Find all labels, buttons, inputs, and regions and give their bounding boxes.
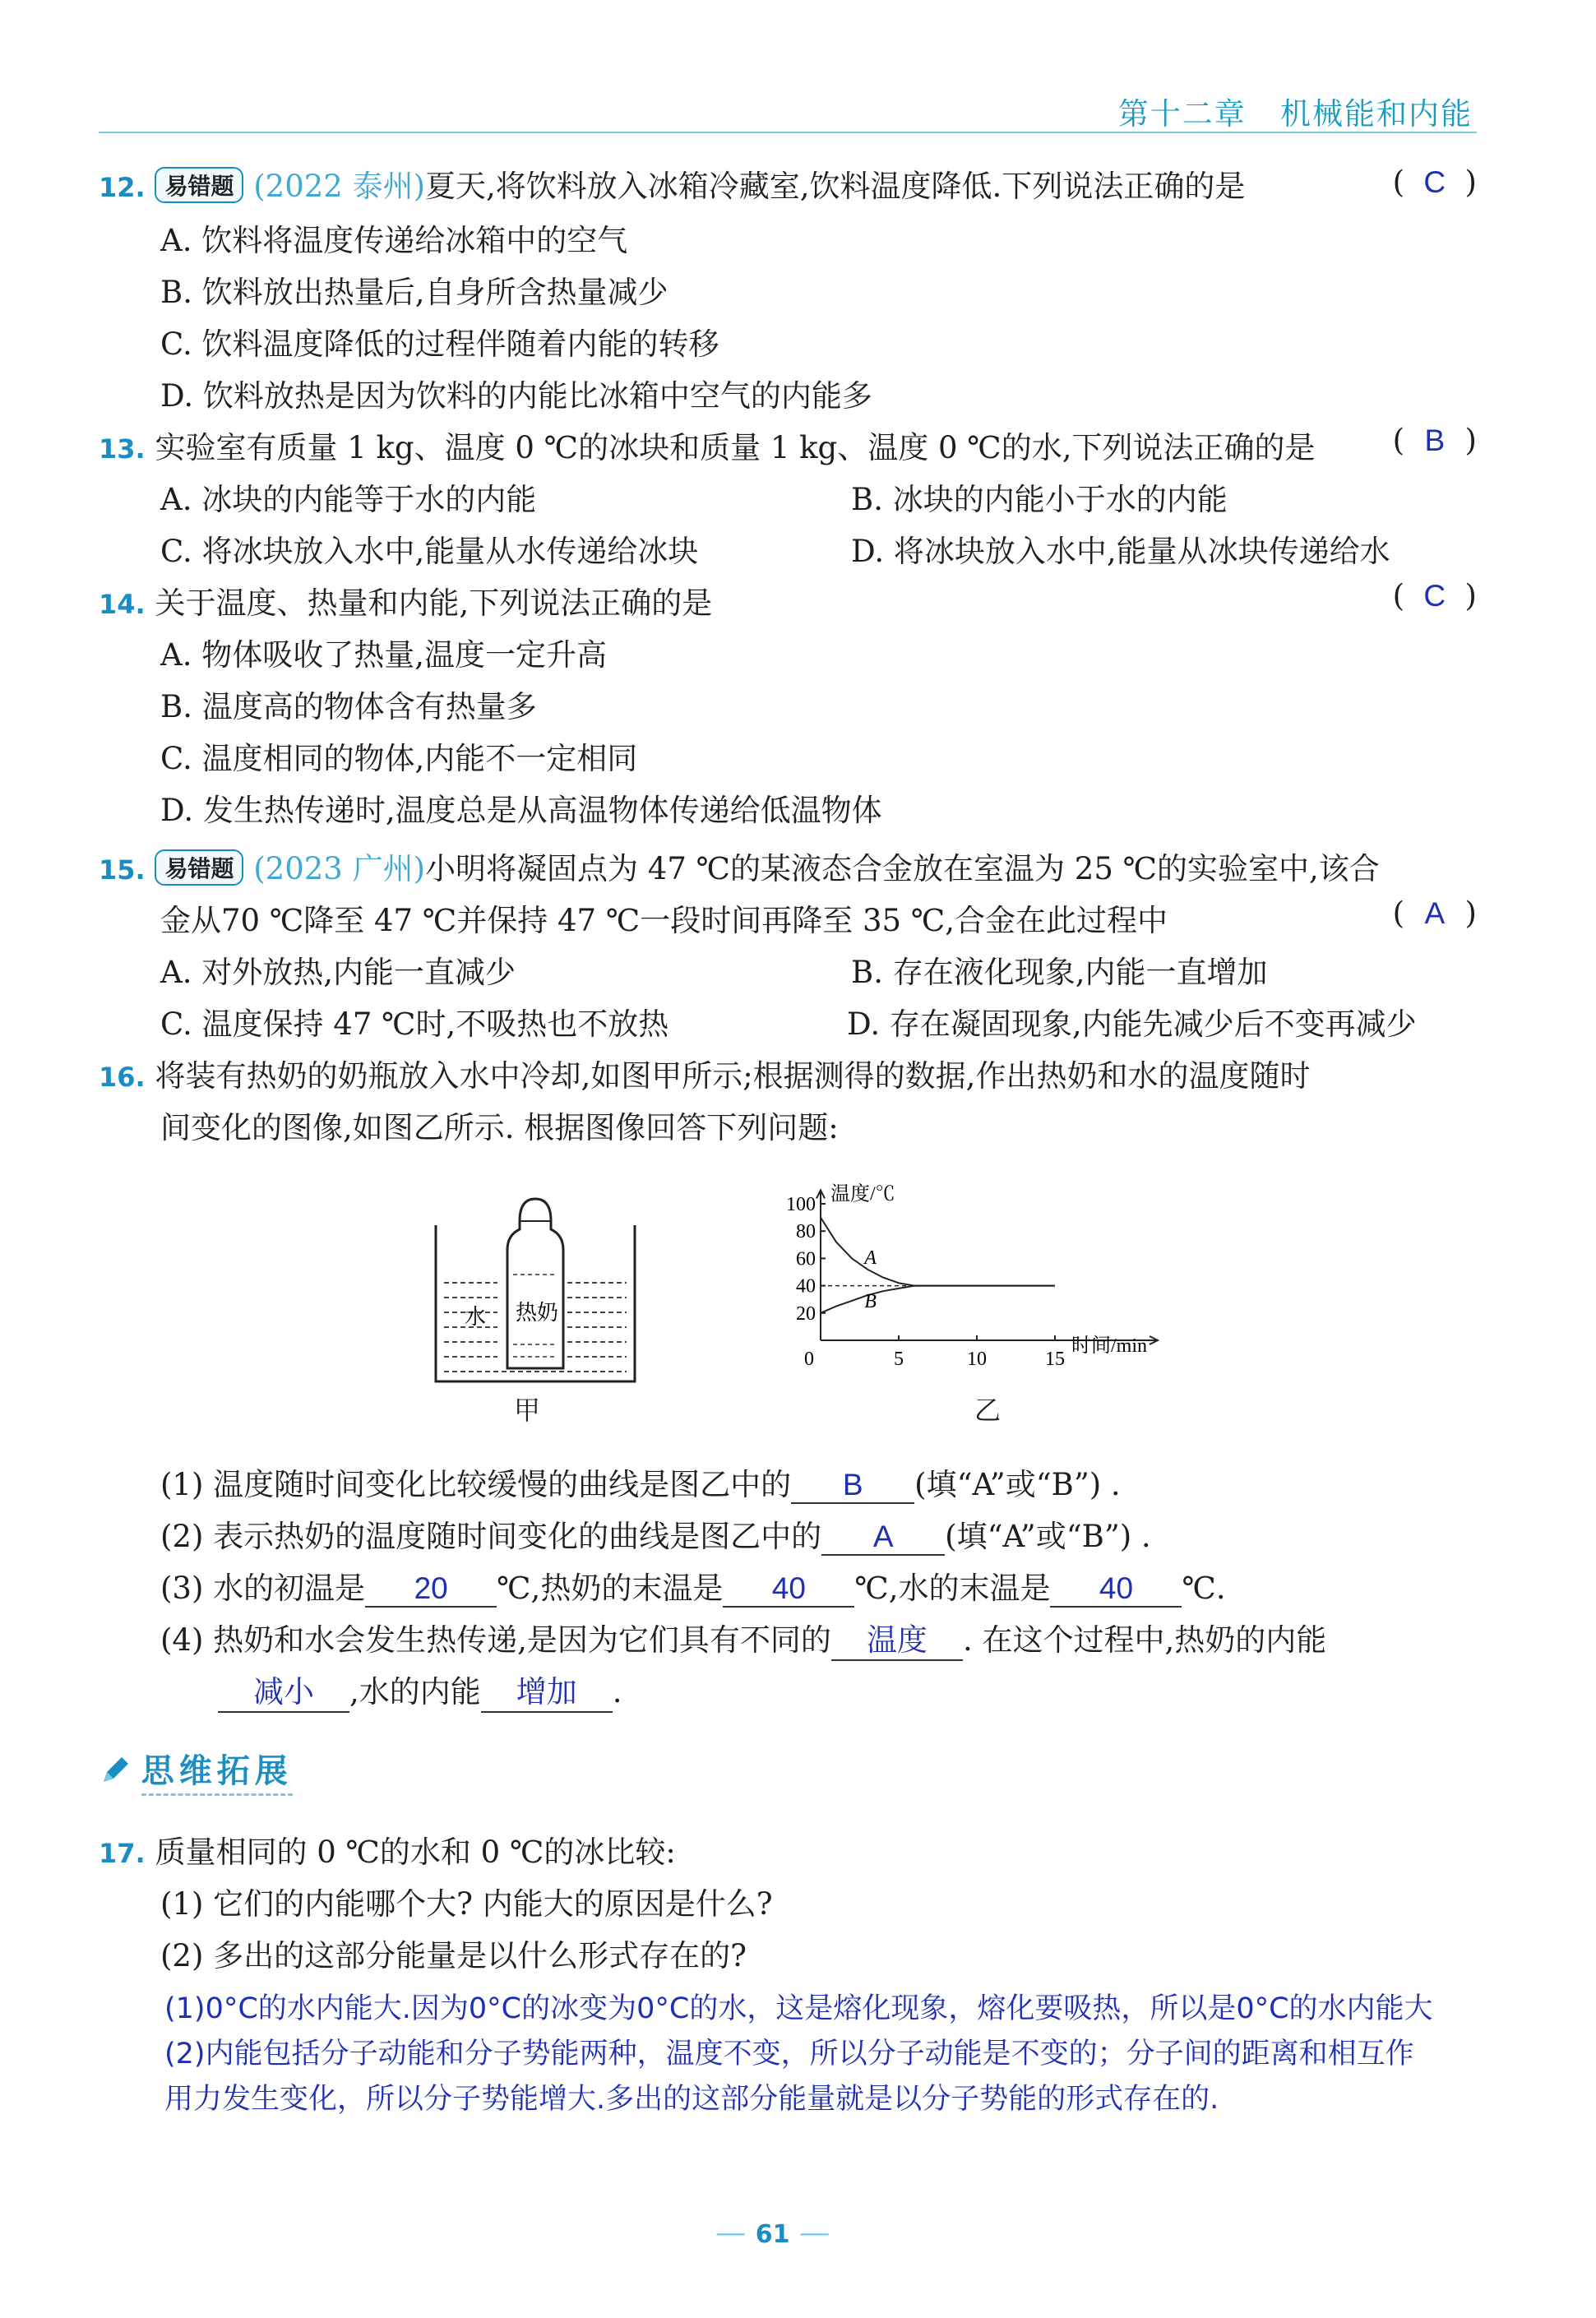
q16-sub4-line1 [160,1615,1326,1661]
series-label-a: A [864,1247,877,1270]
q13-option-a: A. 冰块的内能等于水的内能 [160,482,537,517]
q16-stem-line1 [99,1051,1310,1095]
section-title: 思维拓展 [141,1752,293,1796]
q15-answer-paren: ( A ) [1392,895,1477,931]
q16-sub1 [160,1460,1121,1504]
q17-answer-line2: (2)内能包括分子动能和分子势能两种，温度不变，所以分子动能是不变的；分子间的距离和相互作 [164,2038,1414,2070]
q16-sub1-hint: (填“A”或“B”) . [914,1467,1121,1502]
q12-option-b: B. 饮料放出热量后,自身所含热量减少 [160,275,668,310]
page-number: 61 [755,2220,790,2249]
q17-answer-line3: 用力发生变化，所以分子势能增大.多出的这部分能量就是以分子势能的形式存在的. [164,2083,1219,2116]
chart-series [821,1218,1055,1313]
q16-sub3-answer-1: 20 [365,1571,497,1608]
q16-sub3-text-a: (3) 水的初温是 [160,1571,366,1606]
q16-stem-part1: 将装有热奶的奶瓶放入水中冷却,如图甲所示;根据测得的数据,作出热奶和水的温度随时 [155,1058,1311,1094]
q17-sub1: (1) 它们的内能哪个大? 内能大的原因是什么? [160,1886,773,1922]
q16-sub2-text: (2) 表示热奶的温度随时间变化的曲线是图乙中的 [160,1519,822,1554]
figure-b-temperature-chart [773,1168,1233,1390]
q12-answer: C [1423,165,1446,199]
q16-sub2-answer: A [821,1520,945,1556]
q16-sub1-answer: B [791,1468,914,1504]
water-label: 水 [465,1305,487,1329]
q16-number: 16. [99,1062,146,1093]
q16-sub4-text-a: (4) 热奶和水会发生热传递,是因为它们具有不同的 [160,1622,831,1658]
q16-sub2-hint: (填“A”或“B”) . [945,1519,1151,1554]
q13-option-c: C. 将冰块放入水中,能量从水传递给冰块 [160,534,699,569]
page-footer: — 61 — [715,2214,830,2250]
q14-stem: 关于温度、热量和内能,下列说法正确的是 [155,585,713,621]
q13-option-b: B. 冰块的内能小于水的内能 [851,482,1228,517]
series-curve-b [821,1286,1055,1313]
q14-stem-line [99,578,712,622]
milk-label: 热奶 [516,1301,559,1325]
q17-sub2: (2) 多出的这部分能量是以什么形式存在的? [160,1938,747,1973]
q15-number: 15. [99,854,146,886]
q15-answer: A [1424,896,1446,930]
q13-answer-paren: ( B ) [1392,423,1477,458]
q15-tag-badge: 易错题 [155,849,243,886]
q14-option-c: C. 温度相同的物体,内能不一定相同 [160,741,638,776]
q12-option-d: D. 饮料放热是因为饮料的内能比冰箱中空气的内能多 [160,378,872,414]
y-axis-label: 温度/℃ [830,1183,895,1205]
q15-option-d: D. 存在凝固现象,内能先减少后不变再减少 [847,1006,1417,1042]
q16-sub3-text-b: ℃,热奶的末温是 [497,1571,724,1606]
q14-option-a: A. 物体吸收了热量,温度一定升高 [160,637,608,673]
q17-answer-line1: (1)0°C的水内能大.因为0°C的冰变为0°C的水，这是熔化现象，熔化要吸热，所以是0°C的水内能大 [164,1992,1433,2025]
q13-answer: B [1424,423,1446,457]
q15-option-c: C. 温度保持 47 ℃时,不吸热也不放热 [160,1006,669,1042]
chapter-header [1118,89,1473,133]
q16-sub4-text-c: ,水的内能 [349,1674,481,1710]
q15-stem-line2: 金从70 ℃降至 47 ℃并保持 47 ℃一段时间再降至 35 ℃,合金在此过程中 [160,903,1168,938]
q15-stem-line1 [99,844,1380,888]
q16-sub3-answer-2: 40 [723,1571,854,1608]
q12-answer-paren: ( C ) [1392,164,1477,200]
q16-sub3 [160,1563,1226,1608]
q14-number: 14. [99,589,146,620]
q15-stem-part1: 小明将凝固点为 47 ℃的某液态合金放在室温为 25 ℃的实验室中,该合 [425,851,1380,886]
q13-stem-line [99,423,1315,467]
q13-stem: 实验室有质量 1 kg、温度 0 ℃的冰块和质量 1 kg、温度 0 ℃的水,下列说法正确的是 [155,430,1316,465]
figure-a-caption: 甲 [514,1395,541,1426]
q15-option-b: B. 存在液化现象,内能一直增加 [851,955,1268,990]
series-label-b: B [864,1291,877,1313]
figure-b-caption: 乙 [974,1395,1002,1426]
y-tick-label: 60 [796,1248,816,1270]
q17-number: 17. [99,1838,146,1869]
milk-bottle [507,1199,563,1368]
q12-number: 12. [99,172,146,203]
x-tick-label: 15 [1045,1349,1065,1370]
chapter-title: 机械能和内能 [1280,96,1473,132]
q15-option-a: A. 对外放热,内能一直减少 [160,955,516,990]
q16-stem-line2: 间变化的图像,如图乙所示. 根据图像回答下列问题: [160,1110,839,1145]
q13-number: 13. [99,433,146,465]
q14-option-b: B. 温度高的物体含有热量多 [160,689,537,724]
series-curve-a [821,1218,1055,1286]
q12-option-a: A. 饮料将温度传递给冰箱中的空气 [160,223,628,258]
y-tick-label: 20 [796,1302,816,1325]
section-header [99,1745,293,1792]
y-tick-label: 80 [796,1221,816,1243]
y-tick-label: 100 [786,1194,816,1215]
q12-stem-line [99,161,1245,206]
q16-sub4-answer-2: 减小 [218,1667,349,1713]
q16-sub4-text-b: . 在这个过程中,热奶的内能 [962,1622,1327,1658]
q16-sub4-line2 [218,1667,622,1713]
q17-stem-line [99,1827,676,1872]
q14-answer: C [1423,579,1446,613]
q16-sub4-answer-3: 增加 [481,1667,613,1713]
q14-answer-paren: ( C ) [1392,578,1477,613]
chart-ticks [786,1194,1065,1370]
header-divider [99,132,1477,133]
q15-source: (2023 广州) [253,851,426,886]
q12-stem: 夏天,将饮料放入冰箱冷藏室,饮料温度降低.下列说法正确的是 [425,169,1246,204]
q17-stem: 质量相同的 0 ℃的水和 0 ℃的冰比较: [155,1835,676,1870]
q16-sub3-text-d: ℃. [1182,1571,1226,1606]
chapter-number: 第十二章 [1117,96,1247,132]
q16-sub2 [160,1511,1151,1556]
q13-option-d: D. 将冰块放入水中,能量从冰块传递给水 [851,534,1390,569]
q16-sub3-text-c: ℃,水的末温是 [854,1571,1051,1606]
pencil-icon [99,1754,132,1787]
q16-sub4-answer-1: 温度 [831,1615,963,1661]
q14-option-d: D. 发生热传递时,温度总是从高温物体传递给低温物体 [160,793,882,828]
q12-option-c: C. 饮料温度降低的过程伴随着内能的转移 [160,326,719,362]
x-tick-label: 0 [804,1349,814,1370]
y-tick-label: 40 [796,1275,816,1298]
q16-sub1-text: (1) 温度随时间变化比较缓慢的曲线是图乙中的 [160,1467,792,1502]
x-tick-label: 5 [894,1349,904,1370]
q12-source: (2022 泰州) [253,169,426,204]
q16-sub3-answer-3: 40 [1050,1571,1182,1608]
q12-tag-badge: 易错题 [155,167,243,203]
q16-sub4-text-d: . [612,1674,622,1710]
x-tick-label: 10 [967,1349,987,1370]
x-axis-label: 时间/min [1071,1335,1148,1357]
